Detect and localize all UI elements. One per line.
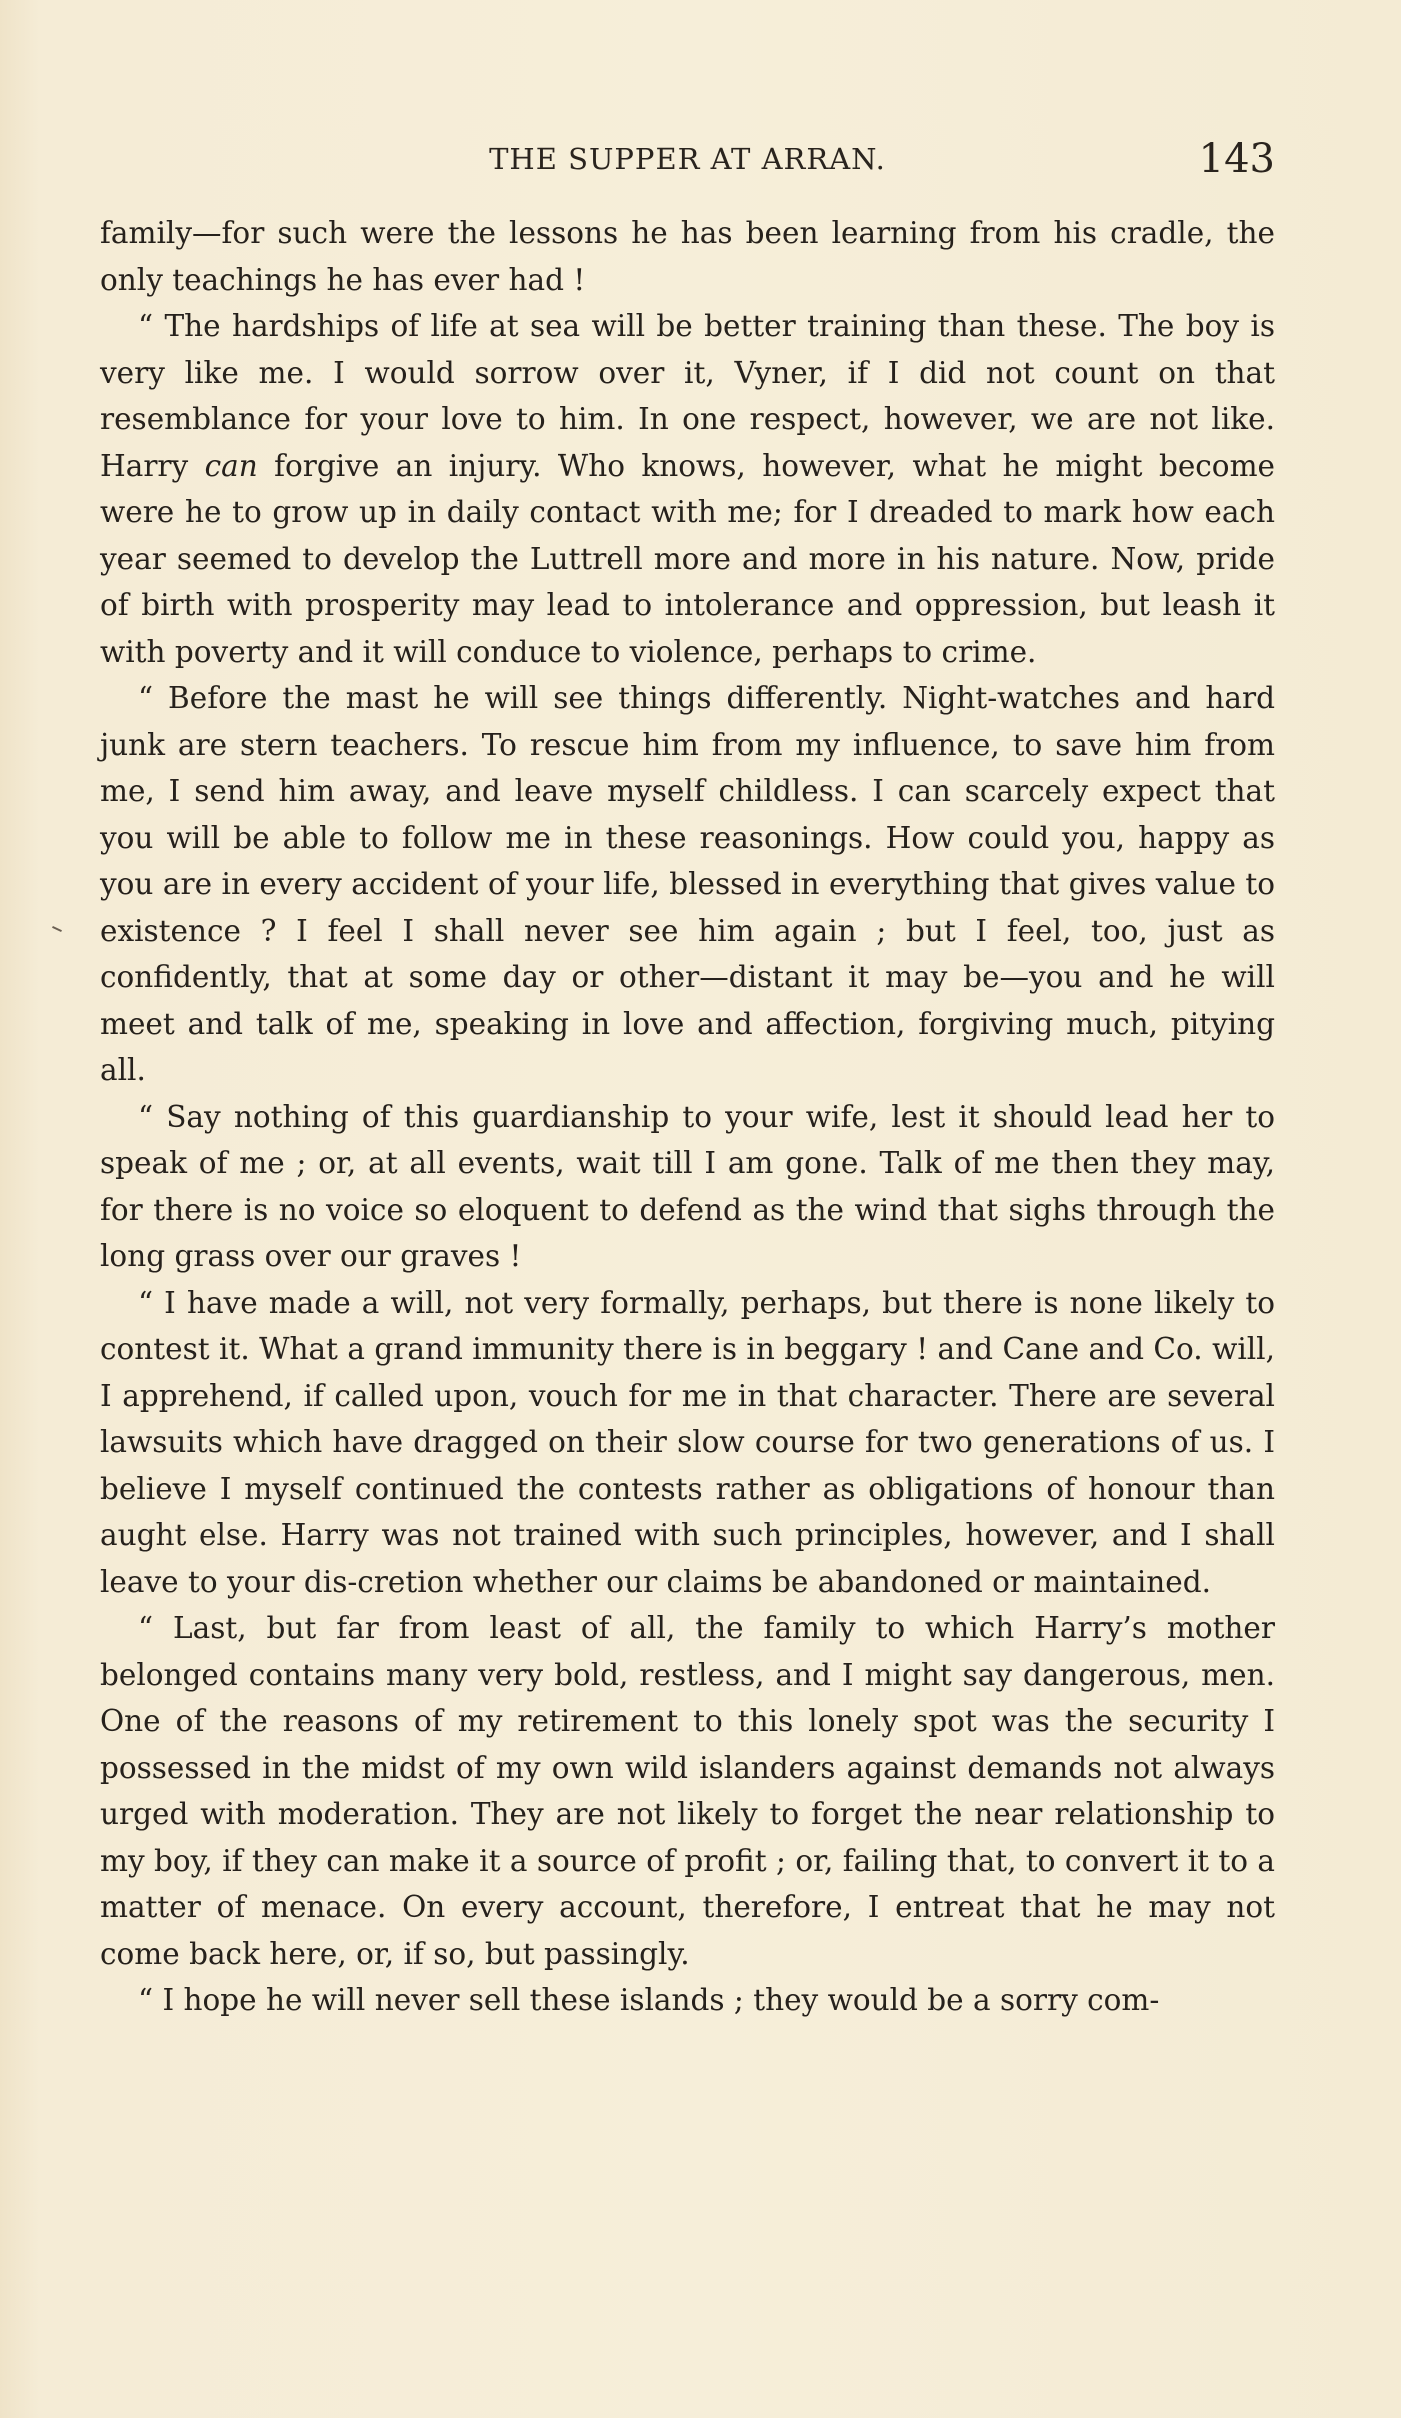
paragraph-text: “ The hardships of life at sea will be better training than these. The boy is very like me. I would sorrow over it, Vyner, if I did not count on that resemblance for your love to him. In one respect, however, we are not like. Harry xyxy=(100,309,1275,483)
paragraph: “ Last, but far from least of all, the family to which Harry’s mother belonged contains many very bold, restless, and I might say dangerous, men. One of the reasons of my retirement to this lonely spot was the security I possessed in the midst of my own wild islanders against demands not always urged with moderation. They are not likely to forget the near relationship to my boy, if they can make it a source of profit ; or, failing that, to convert it to a matter of menace. On every account, therefore, I entreat that he may not come back here, or, if so, but passingly. xyxy=(100,1611,1275,1971)
body-text xyxy=(100,210,1275,2024)
paragraph-text: forgive an injury. Who knows, however, what he might become were he to grow up in daily contact with me; for I dreaded to mark how each year seemed to develop the Luttrell more and more in his nature. Now, pride of birth with prosperity may lead to intolerance and oppression, but leash it with poverty and it will conduce to violence, perhaps to crime. xyxy=(100,448,1275,669)
running-title: THE SUPPER AT ARRAN. xyxy=(489,142,886,176)
page-number: 143 xyxy=(1198,136,1275,182)
paragraph: “ Say nothing of this guardianship to your wife, lest it should lead her to speak of me ; or, at all events, wait till I am gone. Talk of me then they may, for there is no voice so eloquent to defend as the wind that sighs through the long grass over our graves ! xyxy=(100,1099,1275,1273)
paragraph: “ I hope he will never sell these islands ; they would be a sorry com- xyxy=(138,1983,1160,2017)
paragraph xyxy=(100,303,1275,675)
paragraph: family—for such were the lessons he has been learning from his cradle, the only teachings he has ever had ! xyxy=(100,216,1275,297)
paragraph: “ I have made a will, not very formally, perhaps, but there is none likely to contest it. What a grand immunity there is in beggary ! and Cane and Co. will, I apprehend, if called upon, vouch for me in that character. There are several lawsuits which have dragged on their slow course for two generations of us. I believe I myself continued the contests rather as obligations of honour than aught else. Harry was not trained with such principles, however, and I shall leave to your dis-cretion whether our claims be abandoned or maintained. xyxy=(100,1285,1275,1599)
paragraph: “ Before the mast he will see things differently. Night-watches and hard junk are stern teachers. To rescue him from my influence, to save him from me, I send him away, and leave myself childless. I can scarcely expect that you will be able to follow me in these reasonings. How could you, happy as you are in every accident of your life, blessed in everything that gives value to existence ? I feel I shall never see him again ; but I feel, too, just as confidently, that at some day or other—distant it may be—you and he will meet and talk of me, speaking in love and affection, forgiving much, pitying all. xyxy=(100,681,1275,1087)
emphasized-word: can xyxy=(204,448,258,483)
page-header xyxy=(100,136,1275,190)
margin-mark xyxy=(52,926,62,932)
